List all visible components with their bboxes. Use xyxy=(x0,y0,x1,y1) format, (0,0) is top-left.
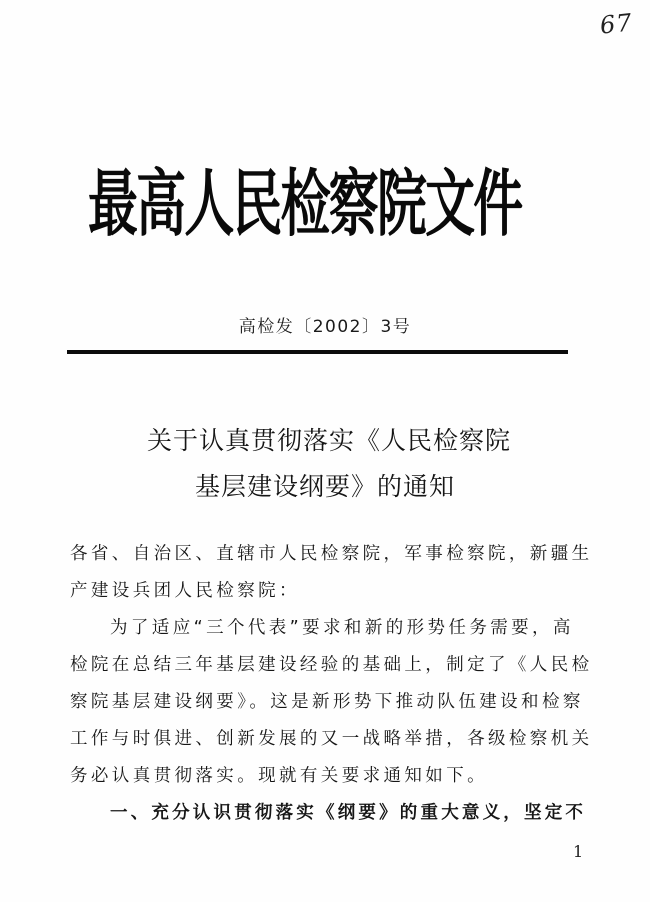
notice-title-line-2: 基层建设纲要》的通知 xyxy=(194,472,455,501)
document-number xyxy=(0,312,650,337)
body-line: 检院在总结三年基层建设经验的基础上，制定了《人民检 xyxy=(70,655,593,675)
notice-title xyxy=(0,418,650,510)
notice-title-line-1: 关于认真贯彻落实《人民检察院 xyxy=(146,426,511,455)
document-number-text: 高检发〔2002〕3号 xyxy=(238,317,412,337)
notice-body xyxy=(70,536,593,832)
body-line: 工作与时俱进、创新发展的又一战略举措，各级检察机关 xyxy=(70,729,593,749)
masthead-divider-rule xyxy=(67,350,568,354)
body-line-addressees-1: 各省、自治区、直辖市人民检察院，军事检察院，新疆生 xyxy=(70,544,593,564)
body-line-addressees-2: 产建设兵团人民检察院： xyxy=(70,581,300,601)
section-heading-1: 一、充分认识贯彻落实《纲要》的重大意义，坚定不 xyxy=(110,803,587,823)
page-number: 1 xyxy=(573,842,584,861)
body-line: 察院基层建设纲要》。这是新形势下推动队伍建设和检察 xyxy=(70,692,584,712)
body-line: 务必认真贯彻落实。现就有关要求通知如下。 xyxy=(70,766,488,786)
body-line-paragraph-start: 为了适应“三个代表”要求和新的形势任务需要，高 xyxy=(110,618,574,638)
handwritten-archive-number: 67 xyxy=(598,8,634,40)
document-masthead: 最高人民检察院文件 xyxy=(88,161,522,247)
